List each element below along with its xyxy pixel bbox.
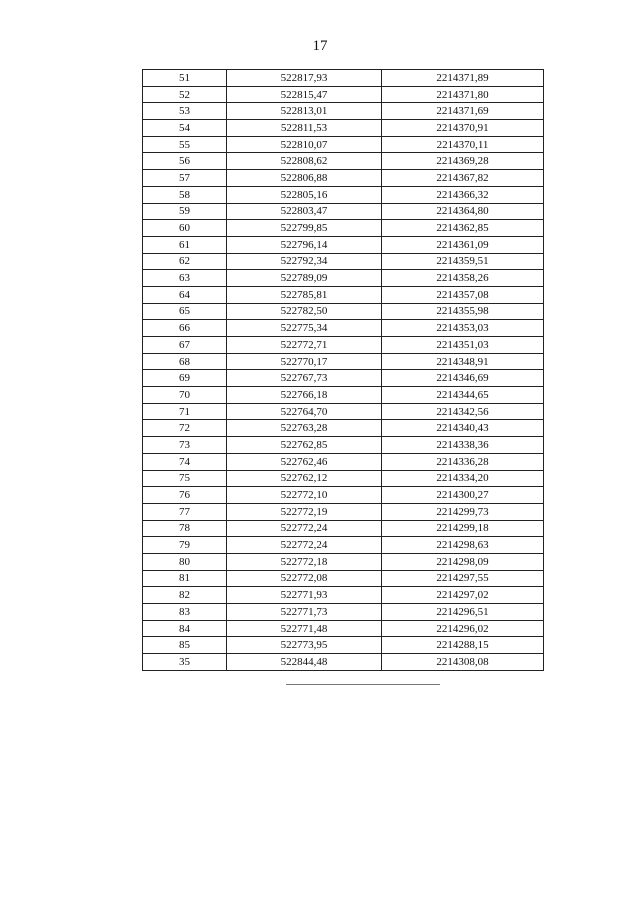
point-number-cell: 53: [143, 103, 227, 120]
table-row: [143, 270, 544, 287]
table-row: [143, 286, 544, 303]
x-coordinate-cell: 522805,16: [227, 186, 382, 203]
point-number-cell: 52: [143, 86, 227, 103]
y-coordinate-cell: 2214359,51: [382, 253, 544, 270]
y-coordinate-cell: 2214348,91: [382, 353, 544, 370]
point-number-cell: 82: [143, 587, 227, 604]
x-coordinate-cell: 522766,18: [227, 387, 382, 404]
table-row: [143, 553, 544, 570]
point-number-cell: 63: [143, 270, 227, 287]
point-number-cell: 77: [143, 503, 227, 520]
point-number-cell: 58: [143, 186, 227, 203]
table-row: [143, 337, 544, 354]
y-coordinate-cell: 2214371,69: [382, 103, 544, 120]
x-coordinate-cell: 522762,85: [227, 437, 382, 454]
table-row: [143, 353, 544, 370]
y-coordinate-cell: 2214336,28: [382, 453, 544, 470]
table-row: [143, 453, 544, 470]
table-row: [143, 503, 544, 520]
table-row: [143, 70, 544, 87]
x-coordinate-cell: 522810,07: [227, 136, 382, 153]
x-coordinate-cell: 522772,19: [227, 503, 382, 520]
x-coordinate-cell: 522772,18: [227, 553, 382, 570]
table-row: [143, 220, 544, 237]
table-row: [143, 120, 544, 137]
y-coordinate-cell: 2214340,43: [382, 420, 544, 437]
point-number-cell: 70: [143, 387, 227, 404]
y-coordinate-cell: 2214299,18: [382, 520, 544, 537]
point-number-cell: 67: [143, 337, 227, 354]
point-number-cell: 80: [143, 553, 227, 570]
footer-divider: [286, 684, 440, 685]
x-coordinate-cell: 522771,93: [227, 587, 382, 604]
x-coordinate-cell: 522772,71: [227, 337, 382, 354]
y-coordinate-cell: 2214370,91: [382, 120, 544, 137]
point-number-cell: 75: [143, 470, 227, 487]
y-coordinate-cell: 2214344,65: [382, 387, 544, 404]
page-number: 17: [312, 38, 328, 54]
y-coordinate-cell: 2214361,09: [382, 236, 544, 253]
y-coordinate-cell: 2214369,28: [382, 153, 544, 170]
table-row: [143, 303, 544, 320]
y-coordinate-cell: 2214342,56: [382, 403, 544, 420]
point-number-cell: 84: [143, 620, 227, 637]
x-coordinate-cell: 522763,28: [227, 420, 382, 437]
point-number-cell: 54: [143, 120, 227, 137]
x-coordinate-cell: 522817,93: [227, 70, 382, 87]
y-coordinate-cell: 2214308,08: [382, 654, 544, 671]
point-number-cell: 69: [143, 370, 227, 387]
table-row: [143, 153, 544, 170]
table-row: [143, 236, 544, 253]
y-coordinate-cell: 2214355,98: [382, 303, 544, 320]
table-row: [143, 437, 544, 454]
table-row: [143, 370, 544, 387]
coordinates-table-body: [143, 70, 544, 671]
x-coordinate-cell: 522796,14: [227, 236, 382, 253]
x-coordinate-cell: 522762,46: [227, 453, 382, 470]
table-row: [143, 637, 544, 654]
table-row: [143, 387, 544, 404]
x-coordinate-cell: 522762,12: [227, 470, 382, 487]
x-coordinate-cell: 522803,47: [227, 203, 382, 220]
point-number-cell: 66: [143, 320, 227, 337]
table-row: [143, 170, 544, 187]
x-coordinate-cell: 522771,73: [227, 604, 382, 621]
table-row: [143, 620, 544, 637]
y-coordinate-cell: 2214296,51: [382, 604, 544, 621]
x-coordinate-cell: 522772,08: [227, 570, 382, 587]
x-coordinate-cell: 522767,73: [227, 370, 382, 387]
table-row: [143, 654, 544, 671]
point-number-cell: 73: [143, 437, 227, 454]
table-row: [143, 537, 544, 554]
point-number-cell: 51: [143, 70, 227, 87]
table-row: [143, 520, 544, 537]
table-row: [143, 470, 544, 487]
table-row: [143, 604, 544, 621]
y-coordinate-cell: 2214288,15: [382, 637, 544, 654]
x-coordinate-cell: 522808,62: [227, 153, 382, 170]
table-row: [143, 403, 544, 420]
point-number-cell: 76: [143, 487, 227, 504]
y-coordinate-cell: 2214346,69: [382, 370, 544, 387]
x-coordinate-cell: 522764,70: [227, 403, 382, 420]
table-row: [143, 570, 544, 587]
point-number-cell: 56: [143, 153, 227, 170]
x-coordinate-cell: 522811,53: [227, 120, 382, 137]
x-coordinate-cell: 522775,34: [227, 320, 382, 337]
point-number-cell: 83: [143, 604, 227, 621]
point-number-cell: 71: [143, 403, 227, 420]
table-row: [143, 86, 544, 103]
point-number-cell: 61: [143, 236, 227, 253]
y-coordinate-cell: 2214367,82: [382, 170, 544, 187]
table-row: [143, 320, 544, 337]
table-row: [143, 420, 544, 437]
y-coordinate-cell: 2214358,26: [382, 270, 544, 287]
y-coordinate-cell: 2214300,27: [382, 487, 544, 504]
table-row: [143, 186, 544, 203]
y-coordinate-cell: 2214371,89: [382, 70, 544, 87]
y-coordinate-cell: 2214297,55: [382, 570, 544, 587]
point-number-cell: 65: [143, 303, 227, 320]
x-coordinate-cell: 522772,10: [227, 487, 382, 504]
y-coordinate-cell: 2214370,11: [382, 136, 544, 153]
point-number-cell: 60: [143, 220, 227, 237]
table-row: [143, 587, 544, 604]
y-coordinate-cell: 2214298,09: [382, 553, 544, 570]
x-coordinate-cell: 522844,48: [227, 654, 382, 671]
x-coordinate-cell: 522771,48: [227, 620, 382, 637]
x-coordinate-cell: 522782,50: [227, 303, 382, 320]
x-coordinate-cell: 522785,81: [227, 286, 382, 303]
y-coordinate-cell: 2214351,03: [382, 337, 544, 354]
y-coordinate-cell: 2214299,73: [382, 503, 544, 520]
point-number-cell: 57: [143, 170, 227, 187]
coordinates-table: [142, 69, 544, 671]
y-coordinate-cell: 2214338,36: [382, 437, 544, 454]
table-row: [143, 487, 544, 504]
point-number-cell: 55: [143, 136, 227, 153]
table-row: [143, 136, 544, 153]
y-coordinate-cell: 2214298,63: [382, 537, 544, 554]
y-coordinate-cell: 2214357,08: [382, 286, 544, 303]
y-coordinate-cell: 2214296,02: [382, 620, 544, 637]
table-row: [143, 203, 544, 220]
y-coordinate-cell: 2214297,02: [382, 587, 544, 604]
point-number-cell: 35: [143, 654, 227, 671]
point-number-cell: 79: [143, 537, 227, 554]
y-coordinate-cell: 2214364,80: [382, 203, 544, 220]
point-number-cell: 85: [143, 637, 227, 654]
x-coordinate-cell: 522792,34: [227, 253, 382, 270]
x-coordinate-cell: 522773,95: [227, 637, 382, 654]
x-coordinate-cell: 522770,17: [227, 353, 382, 370]
point-number-cell: 81: [143, 570, 227, 587]
point-number-cell: 78: [143, 520, 227, 537]
x-coordinate-cell: 522789,09: [227, 270, 382, 287]
x-coordinate-cell: 522799,85: [227, 220, 382, 237]
x-coordinate-cell: 522815,47: [227, 86, 382, 103]
point-number-cell: 68: [143, 353, 227, 370]
x-coordinate-cell: 522772,24: [227, 537, 382, 554]
y-coordinate-cell: 2214353,03: [382, 320, 544, 337]
x-coordinate-cell: 522813,01: [227, 103, 382, 120]
x-coordinate-cell: 522772,24: [227, 520, 382, 537]
table-row: [143, 103, 544, 120]
point-number-cell: 64: [143, 286, 227, 303]
y-coordinate-cell: 2214366,32: [382, 186, 544, 203]
y-coordinate-cell: 2214334,20: [382, 470, 544, 487]
y-coordinate-cell: 2214362,85: [382, 220, 544, 237]
point-number-cell: 59: [143, 203, 227, 220]
point-number-cell: 62: [143, 253, 227, 270]
x-coordinate-cell: 522806,88: [227, 170, 382, 187]
point-number-cell: 72: [143, 420, 227, 437]
y-coordinate-cell: 2214371,80: [382, 86, 544, 103]
point-number-cell: 74: [143, 453, 227, 470]
table-row: [143, 253, 544, 270]
